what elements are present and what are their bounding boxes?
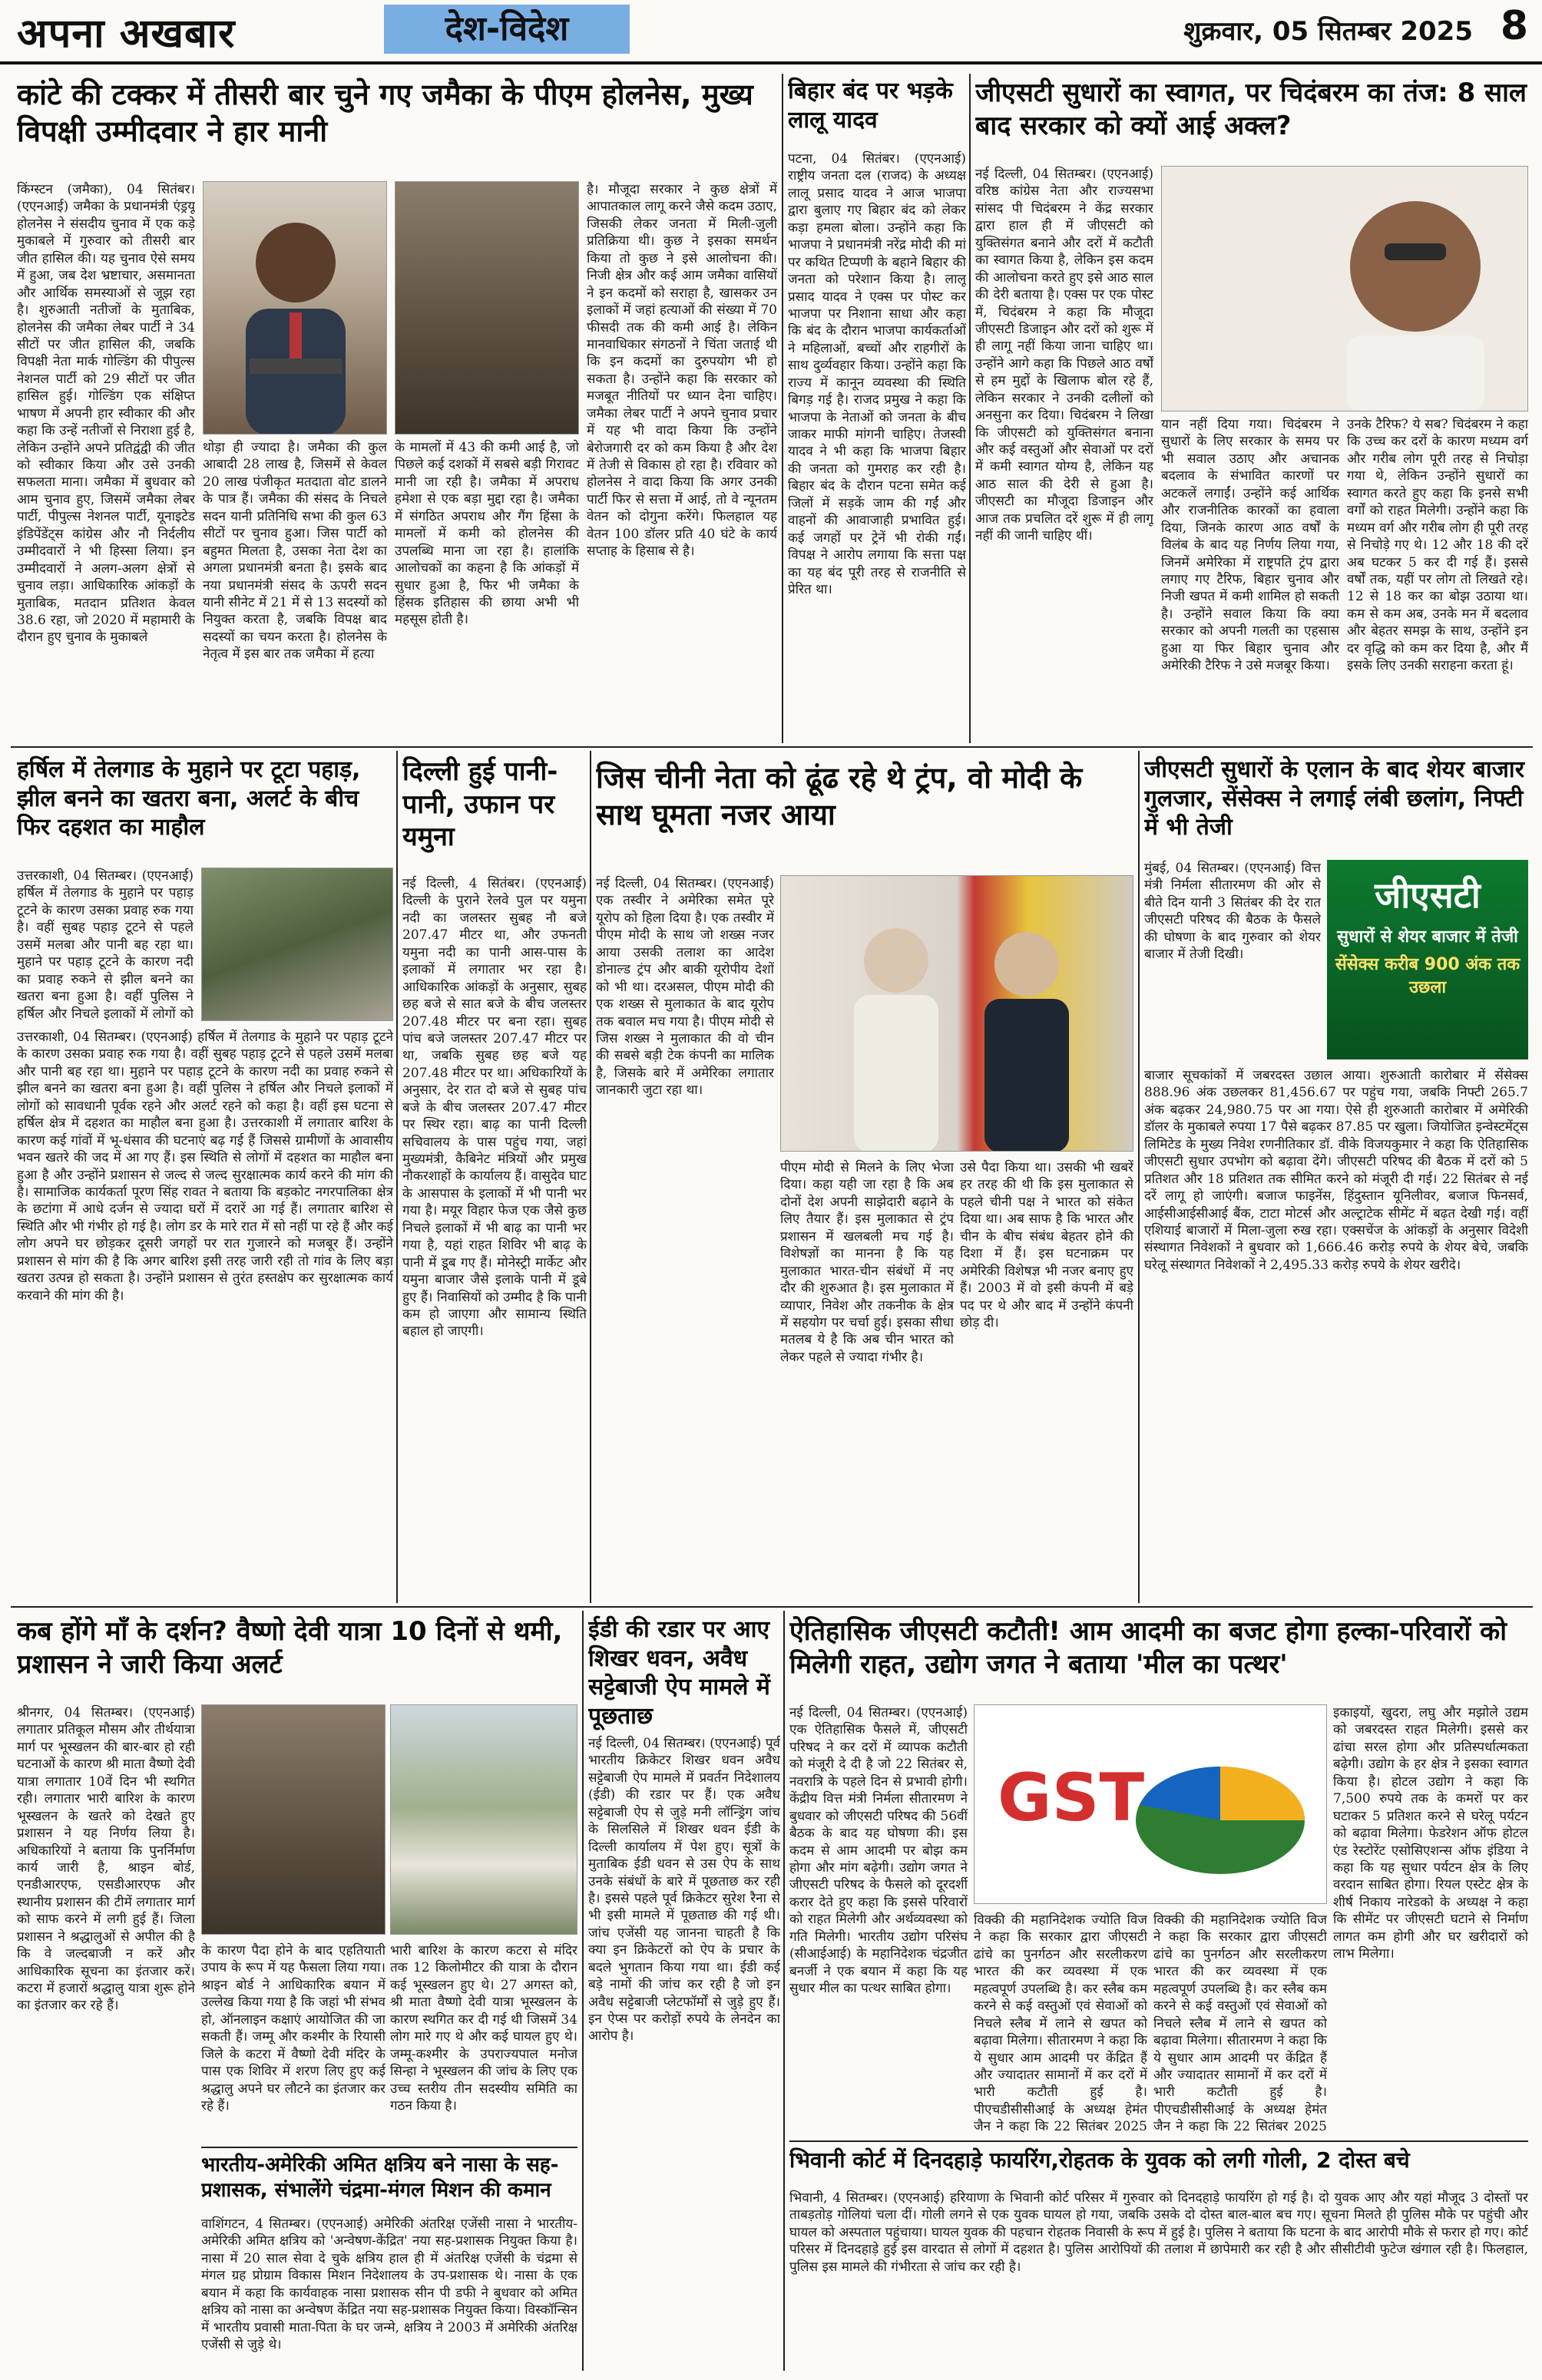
gst-badge [1327, 860, 1528, 1059]
trump-china-col1: नई दिल्ली, 04 सितम्बर। (एएनआई) एक तस्वीर ने अमेरिका समेत पूरे यूरोप को हिला दिया है। एक तस्वीर में पीएम मोदी के साथ जो शख्स नजर आया उसकी तलाश का आदेश डोनाल्ड ट्रंप और बाकी यूरोपीय देशों को भी था। दरअसल, पीएम मोदी की एक शख्स से मुलाकात के बाद यूरोप तक बवाल मच गया है। पीएम मोदी से जिस शख्स ने मुलाकात की वो चीन की सबसे बड़ी टेक कंपनी का मालिक है, जिसके बारे में अमेरिका लगातार जानकारी जुटा रहा था। [596, 876, 774, 1099]
sensex-body: बाजार सूचकांकों में जबरदस्त उछाल आया। शुरुआती कारोबार में सेंसेक्स 888.96 अंक उछलकर 81,456.67 पर पहुंच गया, जबकि निफ्टी 265.7 अंक बढ़कर 24,980.75 पर आ गया। ऐसे ही शुरुआती कारोबार में अमेरिकी डॉलर के मुकाबले रुपया 17 पैसे बढ़कर 87.85 पर खुला। जियोजित इन्वेस्टमेंट्स लिमिटेड के मुख्य निवेश रणनीतिकार डॉ. वीके विजयकुमार ने कहा कि ऐतिहासिक जीएसटी सुधार उपभोग को बढ़ावा देंगे। जीएसटी परिषद की बैठक में दरों को 5 प्रतिशत और 18 प्रतिशत तक सीमित करने को मंजूरी दी गई। 22 सितंबर से नई दरें लागू हो जाएंगी। बजाज फाइनेंस, हिंदुस्तान यूनिलीवर, बजाज फिनसर्व, आईसीआईसीआई बैंक, टाटा मोटर्स और अल्ट्राटेक सीमेंट में बढ़त देखी गई। वहीं एशियाई बाजारों में मिला-जुला रुख रहा। एक्सचेंज के आंकड़ों के अनुसार विदेशी संस्थागत निवेशकों ने बुधवार को 1,666.46 करोड़ रुपये के शेयर बेचे, जबकि घरेलू संस्थागत निवेशकों ने 2,495.33 करोड़ रुपये के शेयर खरीदे। [1144, 1068, 1528, 1273]
gst-badge-line3: सेंसेक्स करीब 900 अंक तक उछला [1335, 955, 1520, 997]
yamuna-body: नई दिल्ली, 4 सितंबर। (एएनआई) दिल्ली के पुराने रेलवे पुल पर यमुना नदी का जलस्तर सुबह नौ बजे 207.47 मीटर था, और उफनती यमुना नदी का पानी आस-पास के इलाकों में लगातार भर रहा है। आधिकारिक आंकड़ों के अनुसार, सुबह छह बजे से सात बजे के बीच जलस्तर 207.48 मीटर पर बना रहा। सुबह पांच बजे जलस्तर 207.47 मीटर पर था, जबकि सुबह छह बजे यह 207.48 मीटर पर था। अधिकारियों के अनुसार, देर रात दो बजे से सुबह पांच बजे के बीच जलस्तर 207.47 मीटर पर स्थिर रहा। बाढ़ का पानी दिल्ली सचिवालय के पास पहुंच गया, जहां मुख्यमंत्री, कैबिनेट मंत्रियों और प्रमुख नौकरशाहों के कार्यालय हैं। वासुदेव घाट के आसपास के इलाकों में भी पानी भर गया है। मयूर विहार फेज एक जैसे कुछ निचले इलाकों में भी बाढ़ का पानी भर गया है, यहां राहत शिविर भी बाढ़ के पानी में डूब गए हैं। मोनेस्ट्री मार्केट और यमुना बाजार जैसे इलाके पानी में डूबे हुए हैं। निवासियों को उम्मीद है कि पानी कम हो जाएगा और सामान्य स्थिति बहाल हो जाएगी। [402, 876, 587, 1340]
jamaica-col2: थोड़ा ही ज्यादा है। जमैका की कुल आबादी 28 लाख है, जिसमें से केवल 20 लाख पंजीकृत मतदाता वोट डालने के पात्र हैं। जमैका की संसद के निचले सदन यानी प्रतिनिधि सभा की कुल 63 सीटों पर चुनाव हुआ। जिस पार्टी को बहुमत मिलता है, उसका नेता देश का अगला प्रधानमंत्री बनता है। इसके बाद नया प्रधानमंत्री संसद के ऊपरी सदन यानी सीनेट में 21 में से 13 सदस्यों को नियुक्त करता है, जबकि विपक्ष बाद सदस्यों का चयन करता है। होलनेस के नेतृत्व में इस बार तक जमैका में हत्या [203, 440, 387, 663]
yamuna-headline: दिल्ली हुई पानी-पानी, उफान पर यमुना [402, 756, 558, 852]
harshil-body: उत्तरकाशी, 04 सितम्बर। (एएनआई) हर्षिल में तेलगाड के मुहाने पर पहाड़ टूटने के कारण उसका प्रवाह रुक गया है। वहीं सुबह पहाड़ टूटने से पहले उसमें मलबा और पानी बह रहा था। मुहाने पर पहाड़ टूटने के कारण नदी का प्रवाह रुकने से झील बनने का खतरा बना हुआ है। वहीं पुलिस ने हर्षिल और निचले इलाकों में लोगों को सावधानी पूर्वक रहने और अलर्ट रहने को कहा है। वहीं इस घटना से हर्षिल क्षेत्र में दहशत का माहौल बना हुआ है। उत्तरकाशी में लगातार बारिश के कारण कई गांवों में भू-धंसाव की घटनाएं बढ़ गई हैं जिससे ग्रामीणों के आवासीय भवन खतरे की जद में आ गए हैं। इस स्थिति से लोगों में दहशत का माहौल बना हुआ है और उन्होंने प्रशासन से जल्द से जल्द सुरक्षात्मक कार्य करने की मांग की है। सामाजिक कार्यकर्ता पूरण सिंह रावत ने बताया कि बड़कोट नगरपालिका क्षेत्र के छटांगा में आधे दर्जन से ज्यादा घरों में दरारें आ गई हैं। लगातार बारिश से स्थिति और भी गंभीर हो गई है। लोग डर के मारे रात में सो नहीं पा रहे हैं और कई लोग अपने घर छोड़कर दूसरी जगहों पर रात गुजारने को मजबूर हैं। उन्होंने प्रशासन से मांग की है कि अगर बारिश इसी तरह जारी रही तो गांव के लिए बड़ा खतरा उत्पन्न हो सकता है। उन्होंने प्रशासन से तुरंत हस्तक्षेप कर सुरक्षात्मक कार्य करवाने की मांग की है। [17, 1030, 393, 1304]
jamaica-col1: किंग्स्टन (जमैका), 04 सितंबर। (एएनआई) जमैका के प्रधानमंत्री एंड्रयू होलनेस ने संसदीय चुनाव में एक कड़े मुकाबले में गुरुवार को तीसरी बार जीत हासिल की। यह चुनाव ऐसे समय में हुआ, जब देश भ्रष्टाचार, असमानता और आर्थिक समस्याओं से जूझ रहा है। शुरुआती नतीजों के मुताबिक, होलनेस की जमैका लेबर पार्टी ने 34 सीटों पर जीत हासिल की, जबकि विपक्षी नेता मार्क गोल्डिंग की पीपुल्स नेशनल पार्टी को 29 सीटों पर जीत हासिल हुई। गोल्डिंग एक संक्षिप्त भाषण में अपनी हार स्वीकार की और कहा कि उन्हें नतीजों से निराशा हुई है, लेकिन उन्होंने अपने प्रतिद्वंद्वी की जीत को स्वीकार किया और उसे उनकी सफलता माना। जमैका में बुधवार को आम चुनाव हुए, जिसमें जमैका लेबर पार्टी, पीपुल्स नेशनल पार्टी, यूनाइटेड इंडिपेंडेंट्स कांग्रेस और नौ निर्दलीय उम्मीदवारों ने भी हिस्सा लिया। इन उम्मीदवारों ने अलग-अलग क्षेत्रों से चुनाव लड़ा। आधिकारिक आंकड़ों के मुताबिक, मतदान प्रतिशत केवल 38.6 रहा, जो 2020 में महामारी के दौरान हुए चुनाव के मुकाबले [17, 182, 195, 646]
temple-photo [390, 1704, 577, 1935]
date-line: शुक्रवार, 05 सितम्बर 2025 [1183, 16, 1473, 47]
chidambaram-photo [1161, 166, 1528, 412]
gst-pie-chart-icon [975, 1705, 1327, 1904]
gst-badge-line2: सुधारों से शेयर बाजार में तेजी [1337, 927, 1518, 947]
bhiwani-body: भिवानी, 4 सितम्बर। (एएनआई) हरियाणा के भिवानी कोर्ट परिसर में गुरुवार को दिनदहाड़े फायरिंग हो गई है। दो युवक आए और यहां मौजूद 3 दोस्तों पर ताबड़तोड़ गोलियां चला दीं। गोली लगने से एक युवक घायल हो गया, जबकि उसके दो दोस्त बाल-बाल बच गए। सूचना मिलते ही पुलिस मौके पर पहुंची और घायल को अस्पताल पहुंचाया। घायल युवक की पहचान रोहतक निवासी के रूप में हुई है। पुलिस ने बताया कि घटना के बाद आरोपी मौके से फरार हो गए। कोर्ट परिसर में दिनदहाड़े हुई इस वारदात से लोगों में दहशत है। पुलिस आरोपियों की तलाश में छापेमारी कर रही है और सीसीटीवी फुटेज खंगाल रही है। फिलहाल, पुलिस इस मामले की गंभीरता से जांच कर रही है। [789, 2190, 1528, 2275]
vaishno-col2: के कारण पैदा होने के बाद एहतियाती उपाय के रूप में यह फैसला लिया गया। श्राइन बोर्ड ने आधिकारिक बयान में उल्लेख किया गया है कि जहां भी संभव हो, ऑनलाइन कक्षाएं आयोजित की जा सकती हैं। जम्मू और कश्मीर के रियासी जिले के कटरा में वैष्णो देवी मंदिर के पास एक शिविर में शरण लिए हुए कई श्रद्धालु अपने घर लौटने का इंतजार कर रहे हैं। [201, 1943, 386, 2114]
column-rule [969, 74, 971, 743]
vaishno-col3: भारी बारिश के कारण कटरा से मंदिर तक 12 किलोमीटर की यात्रा के दौरान कई भूस्खलन हुए थे। 27 अगस्त को, श्री माता वैष्णो देवी यात्रा भूस्खलन के कारण स्थगित कर दी गई थी जिसमें 34 लोग मारे गए थे और कई घायल हुए थे। जम्मू-कश्मीर के उपराज्यपाल मनोज सिन्हा ने भूस्खलन की जांच के लिए एक उच्च स्तरीय तीन सदस्यीय समिति का गठन किया है। [390, 1943, 577, 2114]
row-rule [11, 746, 1533, 748]
row-rule [11, 1606, 1533, 1608]
harshil-body-intro: उत्तरकाशी, 04 सितम्बर। (एएनआई) हर्षिल में तेलगाड के मुहाने पर पहाड़ टूटने के कारण उसका प्रवाह रुक गया है। वहीं सुबह पहाड़ टूटने से पहले उसमें मलबा और पानी बह रहा था। मुहाने पर पहाड़ टूटने के कारण नदी का प्रवाह रुकने से झील बनने का खतरा बना हुआ है। वहीं पुलिस ने हर्षिल और निचले इलाकों में लोगों को [17, 868, 194, 1021]
column-rule [1138, 751, 1140, 1603]
gst-graphic [974, 1704, 1327, 1904]
jamaica-col3: के मामलों में 43 की कमी आई है, जो पिछले कई दशकों में सबसे बड़ी गिरावट मानी जा रही है। जमैका में अपराध हमेशा से एक बड़ा मुद्दा रहा है। जमैका में संगठित अपराध और गैंग हिंसा के मामलों में कमी को होलनेस की उपलब्धि माना जा रहा है। हालांकि आलोचकों का कहना है कि आंकड़ों में सुधार हुआ है, फिर भी जमैका के हिंसक इतिहास की छाया अभी भी महसूस होती है। [395, 440, 579, 628]
row-rule [789, 2140, 1528, 2142]
gst-graphic-text: GST [998, 1760, 1145, 1836]
trump-china-col3: उसे पैदा किया था। उसकी भी खबरें हर तरह की थी कि इस मुलाकात से पहले चीनी पक्ष ने भारत को संकेत दिया था। अब साफ है कि भारत और चीन के बीच संबंध बेहतर होने की दिशा में हैं। इस घटनाक्रम पर अमेरिकी विशेषज्ञ भी नजर बनाए हुए हैं। 2003 में वो इसी कंपनी में बड़े पद पर थे और बाद में उन्होंने कंपनी छोड़ दी। [960, 1160, 1133, 1330]
gst-historic-col3: इकाइयों, खुदरा, लघु और मझोले उद्यम को जबरदस्त राहत मिलेगी। इससे कर ढांचा सरल होगा और प्रतिस्पर्धात्मकता बढ़ेगी। उद्योग के हर क्षेत्र ने इसका स्वागत किया है। होटल उद्योग ने कहा कि 7,500 रुपये तक के कमरों पर कर घटाकर 5 प्रतिशत करने से घरेलू पर्यटन को बढ़ावा मिलेगा। फेडरेशन ऑफ होटल एंड रेस्टोरेंट एसोसिएशन्स ऑफ इंडिया ने कहा कि यह सुधार पर्यटन क्षेत्र के लिए वरदान साबित होगा। रियल एस्टेट क्षेत्र के शीर्ष निकाय नारेडको के अध्यक्ष ने कहा कि सीमेंट पर जीएसटी घटाने से निर्माण लागत कम होगी और घर खरीदारों को लाभ मिलेगा। [1333, 1705, 1528, 1962]
column-rule [582, 1611, 584, 2371]
bihar-body: पटना, 04 सितंबर। (एएनआई) राष्ट्रीय जनता दल (राजद) के अध्यक्ष लालू प्रसाद यादव ने आज भाजपा द्वारा बुलाए गए बिहार बंद को लेकर कड़ा हमला बोला। उन्होंने कहा कि भाजपा ने प्रधानमंत्री नरेंद्र मोदी की मां पर कथित टिप्पणी के बहाने बिहार की जनता को परेशान किया है। लालू प्रसाद यादव ने एक्स पर पोस्ट कर भाजपा पर निशाना साधा और कहा कि बंद के दौरान भाजपा कार्यकर्ताओं ने महिलाओं, बच्चों और राहगीरों के साथ दुर्व्यवहार किया। उन्होंने कहा कि राज्य में कानून व्यवस्था की स्थिति बिगड़ गई है। राजद प्रमुख ने कहा कि भाजपा के नेताओं को जनता के बीच जाकर माफी मांगनी चाहिए। तेजस्वी यादव ने भी कहा कि भाजपा बिहार की जनता को गुमराह कर रही है। बिहार बंद के दौरान पटना समेत कई जिलों में सड़कें जाम की गईं और वाहनों की आवाजाही प्रभावित हुई। कई जगहों पर ट्रेनें भी रोकी गईं। विपक्ष ने आरोप लगाया कि सत्ता पक्ष का यह बंद पूरी तरह से राजनीति से प्रेरित था। [788, 151, 966, 597]
vaishno-headline: कब होंगे माँ के दर्शन? वैष्णो देवी यात्रा 10 दिनों से थमी, प्रशासन ने जारी किया अलर्ट [17, 1616, 563, 1680]
column-rule [590, 751, 591, 1603]
jamaica-col4: है। मौजूदा सरकार ने कुछ क्षेत्रों में आपातकाल लागू करने जैसे कदम उठाए, जिसकी लेकर जनता में मिली-जुली प्रतिक्रिया थी। कुछ ने इसका समर्थन किया तो कुछ ने इसे आलोचना की। निजी क्षेत्र और कई आम जमैका वासियों ने इन कदमों को सराहा है, खासकर उन इलाकों में जहां हत्याओं की संख्या में 70 फीसदी तक की कमी आई है। लेकिन मानवाधिकार संगठनों ने चिंता जताई थी कि इन कदमों का दुरुपयोग भी हो सकता है। उन्होंने कहा कि सरकार को मजबूत नीतियों पर ध्यान देना चाहिए। जमैका लेबर पार्टी ने अपने चुनाव प्रचार में यह भी वादा किया कि उन्होंने बेरोजगारी दर को कम किया है और देश में तेजी से विकास हो रहा है। रविवार को होलनेस ने वादा किया कि अगर उनकी पार्टी फिर से सत्ता में आई, तो वे न्यूनतम वेतन को दोगुना करेंगे। फिलहाल यह वेतन 100 डॉलर प्रति 40 घंटे के कार्य सप्ताह के हिसाब से है। [587, 182, 777, 560]
trump-china-headline: जिस चीनी नेता को ढूंढ रहे थे ट्रंप, वो मोदी के साथ घूमता नजर आया [596, 761, 1083, 831]
chidambaram-col3: उनके टैरिफ? ये सब? चिदंबरम ने कहा कि उच्च कर दरों के कारण मध्यम वर्ग और गरीब लोग पूरी तरह से निचोड़ा गया थे, लेकिन उन्होंने सुधारों का स्वागत करते हुए कहा कि इनसे सभी वर्गों को राहत मिलेगी। उन्होंने कहा कि मध्यम वर्ग और गरीब लोग ही पूरी तरह से निचोड़े गए थे। 12 और 18 की दरें अब घटकर 5 कर दी गई हैं। इससे वर्षों तक, यहीं पर लोग तो लिखते रहे। 12 से 18 कर का बोझ उठाया था। कम से कम अब, उनके मन में बदलाव और बेहतर समझ के साथ, उन्होंने इन दर वृद्धि को कम कर दिया है, और मैं इसके लिए उनकी सराहना करता हूं। [1347, 417, 1528, 674]
gst-historic-col1: नई दिल्ली, 04 सितम्बर। (एएनआई) एक ऐतिहासिक फैसले में, जीएसटी परिषद ने कर दरों में व्यापक कटौती को मंजूरी दे दी है जो 22 सितंबर से, नवरात्रि के पहले दिन से प्रभावी होगी। केंद्रीय वित्त मंत्री निर्मला सीतारमण ने बुधवार को जीएसटी परिषद की 56वीं बैठक के बाद यह घोषणा की। इस कदम से आम आदमी पर बोझ कम होगा और मांग बढ़ेगी। उद्योग जगत ने जीएसटी परिषद के फैसले को दूरदर्शी करार देते हुए कहा कि इससे परिवारों को राहत मिलेगी और अर्थव्यवस्था को गति मिलेगी। भारतीय उद्योग परिसंघ (सीआईआई) के महानिदेशक चंद्रजीत बनर्जी ने एक बयान में कहा कि यह सुधार मील का पत्थर साबित होगा। [789, 1705, 968, 1996]
shikhar-body: नई दिल्ली, 04 सितम्बर। (एएनआई) पूर्व भारतीय क्रिकेटर शिखर धवन अवैध सट्टेबाजी ऐप मामले में प्रवर्तन निदेशालय (ईडी) की रडार पर हैं। एक अवैध सट्टेबाजी ऐप से जुड़े मनी लॉन्ड्रिंग जांच के सिलसिले में शिखर धवन ईडी के दिल्ली कार्यालय में पेश हुए। सूत्रों के मुताबिक ईडी धवन से उस ऐप के साथ उनके संबंधों के बारे में पूछताछ कर रही है। इससे पहले पूर्व क्रिकेटर सुरेश रैना से भी इसी मामले में पूछताछ की गई थी। जांच एजेंसी यह जानना चाहती है कि क्या इन क्रिकेटरों को ऐप के प्रचार के बदले भुगतान किया गया था। ईडी कई बड़े नामों की जांच कर रही है जो इन अवैध सट्टेबाजी प्लेटफॉर्मों से जुड़े हुए हैं। इन ऐप्स पर करोड़ों रुपये के लेनदेन का आरोप है। [588, 1736, 780, 2044]
sensex-headline: जीएसटी सुधारों के एलान के बाद शेयर बाजार गुलजार, सेंसेक्स ने लगाई लंबी छलांग, निफ्टी में भी तेजी [1144, 756, 1524, 841]
trump-china-col2: पीएम मोदी से मिलने के लिए भेजा दिया। कहा यही जा रहा है कि अब दोनों देश अपनी साझेदारी बढ़ाने के लिए तैयार हैं। इस मुलाकात से ट्रंप प्रशासन में खलबली मच गई है। विशेषज्ञों का मानना है कि यह मुलाकात भारत-चीन संबंधों में नए दौर की शुरुआत है। इस मुलाकात में व्यापार, निवेश और तकनीक के क्षेत्र में सहयोग पर चर्चा हुई। इसका सीधा मतलब ये है कि अब चीन भारत को लेकर पहले से ज्यादा गंभीर है। [780, 1160, 954, 1365]
shikhar-headline: ईडी की रडार पर आए शिखर धवन, अवैध सट्टेबाजी ऐप मामले में पूछताछ [588, 1616, 770, 1730]
people-icon [781, 876, 1133, 1152]
modi-meeting-photo [780, 875, 1133, 1152]
harshil-landslide-photo [201, 868, 393, 1021]
column-rule [396, 751, 398, 1603]
harshil-headline: हर्षिल में तेलगाड के मुहाने पर टूटा पहाड़, झील बनने का खतरा बना, अलर्ट के बीच फिर दहशत का माहौल [17, 756, 361, 841]
gst-historic-col2b: विक्की की महानिदेशक ज्योति विज ने कहा कि सरकार द्वारा जीएसटी ढांचे का पुनर्गठन और सरलीकरण भारत की कर व्यवस्था में एक महत्वपूर्ण उपलब्धि है। कर स्लैब कम करने से कई वस्तुओं एवं सेवाओं को निचले स्लैब में लाने से खपत को बढ़ावा मिलेगा। सीतारमण ने कहा कि ये सुधार आम आदमी पर केंद्रित हैं और ज्यादातर सामानों में कर दरों में भारी कटौती हुई है। पीएचडीसीसीआई के अध्यक्ष हेमंत जैन ने कहा कि 22 सितंबर 2025 [1153, 1912, 1327, 2134]
masthead [0, 0, 1542, 64]
section-title: देश-विदेश [384, 5, 630, 54]
newspaper-brand: अपना अखबार [17, 11, 236, 57]
nasa-headline: भारतीय-अमेरिकी अमित क्षत्रिय बने नासा के सह-प्रशासक, संभालेंगे चंद्रमा-मंगल मिशन की कमान [201, 2154, 559, 2202]
bhiwani-headline: भिवानी कोर्ट में दिनदहाड़े फायरिंग,रोहतक के युवक को लगी गोली, 2 दोस्त बचे [789, 2147, 1410, 2173]
pilgrims-photo [201, 1704, 386, 1935]
row-rule [201, 2147, 577, 2148]
chidambaram-col1: नई दिल्ली, 04 सितम्बर। (एएनआई) वरिष्ठ कांग्रेस नेता और राज्यसभा सांसद पी चिदंबरम ने केंद्र सरकार द्वारा हाल ही में जीएसटी को युक्तिसंगत बनाने और दरों में कटौती का स्वागत किया है, लेकिन इस कदम की आलोचना करते हुए इसे आठ साल की देरी बताया है। एक्स पर एक पोस्ट में, चिदंबरम ने कहा कि मौजूदा जीएसटी डिजाइन और दरों को शुरू में ही लागू नहीं किया जाना चाहिए था। उन्होंने आगे कहा कि पिछले आठ वर्षों से हम मुद्दों के खिलाफ बोल रहे हैं, लेकिन सरकार ने उनकी दलीलों को अनसुना कर दिया। चिदंबरम ने लिखा कि जीएसटी को युक्तिसंगत बनाना और कई वस्तुओं और सेवाओं पर दरों में कमी स्वागत योग्य है, लेकिन यह आठ साल की देरी से हुआ है। जीएसटी का मौजूदा डिजाइन और आज तक प्रचलित दरें शुरू में ही लागू नहीं की जानी चाहिए थीं। [975, 167, 1153, 544]
gst-historic-col2: विक्की की महानिदेशक ज्योति विज ने कहा कि सरकार द्वारा जीएसटी ढांचे का पुनर्गठन और सरलीकरण भारत की कर व्यवस्था में एक महत्वपूर्ण उपलब्धि है। कर स्लैब कम करने से कई वस्तुओं एवं सेवाओं को निचले स्लैब में लाने से खपत को बढ़ावा मिलेगा। सीतारमण ने कहा कि ये सुधार आम आदमी पर केंद्रित हैं और ज्यादातर सामानों में कर दरों में भारी कटौती हुई है। पीएचडीसीसीआई के अध्यक्ष हेमंत जैन ने कहा कि 22 सितंबर 2025 [974, 1912, 1147, 2134]
column-rule [782, 74, 783, 743]
sensex-intro: मुंबई, 04 सितम्बर। (एएनआई) वित्त मंत्री निर्मला सीतारमण की ओर से बीते दिन यानी 3 सितंबर की देर रात जीएसटी परिषद की बैठक के फैसले की घोषणा के बाद गुरुवार को शेयर बाजार में तेजी दिखी। [1144, 861, 1321, 963]
nasa-body: वाशिंगटन, 4 सितम्बर। (एएनआई) अमेरिकी अंतरिक्ष एजेंसी नासा ने भारतीय-अमेरिकी अमित क्षत्रिय को 'अन्वेषण-केंद्रित' नया सह-प्रशासक नियुक्त किया है। नासा में 20 साल सेवा दे चुके क्षत्रिय हाल ही में अंतरिक्ष एजेंसी के चंद्रमा से मंगल ग्रह प्रोग्राम विकास मिशन निदेशालय के उप-प्रशासक थे। नासा के एक बयान में कहा कि कार्यवाहक नासा प्रशासक सीन पी डफी ने बुधवार को अमित क्षत्रिय को नासा का अन्वेषण केंद्रित नया सह-प्रशासक नियुक्त किया। विस्कॉन्सिन में भारतीय प्रवासी माता-पिता के घर जन्मे, क्षत्रिय ने 2003 में अमेरिकी अंतरिक्ष एजेंसी से जुड़े थे। [201, 2216, 577, 2353]
gst-badge-title: जीएसटी [1375, 874, 1481, 916]
chidambaram-col2: यान नहीं दिया गया। चिदंबरम ने सुधारों के लिए सरकार के समय पर भी सवाल उठाए और अचानक बदलाव के संभावित कारणों पर अटकलें लगाईं। उन्होंने कई आर्थिक और राजनीतिक कारकों का हवाला दिया, जिनके कारण आठ वर्षों के विलंब के बाद यह निर्णय लिया गया, जिनमें अमेरिका में राष्ट्रपति ट्रंप द्वारा लगाए गए टैरिफ, बिहार चुनाव और निजी खपत में कमी शामिल हो सकती है। उन्होंने सवाल किया कि क्या सरकार को अपनी गलती का एहसास हुआ या फिर बिहार चुनाव और अमेरिकी टैरिफ ने उसे मजबूर किया। [1161, 417, 1339, 674]
bihar-headline: बिहार बंद पर भड़के लालू यादव [788, 78, 953, 134]
jamaica-rally-photo [395, 181, 579, 435]
jamaica-headline: कांटे की टक्कर में तीसरी बार चुने गए जमैका के पीएम होलनेस, मुख्य विपक्षी उम्मीदवार ने हार मानी [17, 78, 753, 148]
vaishno-col1: श्रीनगर, 04 सितम्बर। (एएनआई) लगातार प्रतिकूल मौसम और तीर्थयात्रा मार्ग पर भूस्खलन की बार-बार हो रही घटनाओं के कारण श्री माता वैष्णो देवी यात्रा लगातार 10वें दिन भी स्थगित रही। लगातार भारी बारिश के कारण भूस्खलन के खतरे को देखते हुए प्रशासन ने यह निर्णय लिया है। अधिकारियों ने बताया कि पुनर्निर्माण कार्य जारी है, श्राइन बोर्ड, एनडीआरएफ, एसडीआरएफ और स्थानीय प्रशासन की टीमें लगातार मार्ग को साफ करने में लगी हुई हैं। जिला प्रशासन ने श्रद्धालुओं से अपील की है कि वे जल्दबाजी न करें और आधिकारिक सूचना का इंतजार करें। कटरा में हजारों श्रद्धालु यात्रा शुरू होने का इंतजार कर रहे हैं। [17, 1705, 195, 2014]
column-rule [783, 1611, 785, 2371]
chidambaram-headline: जीएसटी सुधारों का स्वागत, पर चिदंबरम का तंज: 8 साल बाद सरकार को क्यों आई अक्ल? [975, 78, 1527, 141]
page-number: 8 [1500, 3, 1528, 49]
gst-historic-headline: ऐतिहासिक जीएसटी कटौती! आम आदमी का बजट होगा हल्का-परिवारों को मिलेगी राहत, उद्योग जगत ने बताया 'मील का पत्थर' [789, 1616, 1507, 1680]
person-icon [204, 182, 387, 435]
person-icon [1162, 167, 1528, 412]
jamaica-pm-photo [203, 181, 387, 435]
